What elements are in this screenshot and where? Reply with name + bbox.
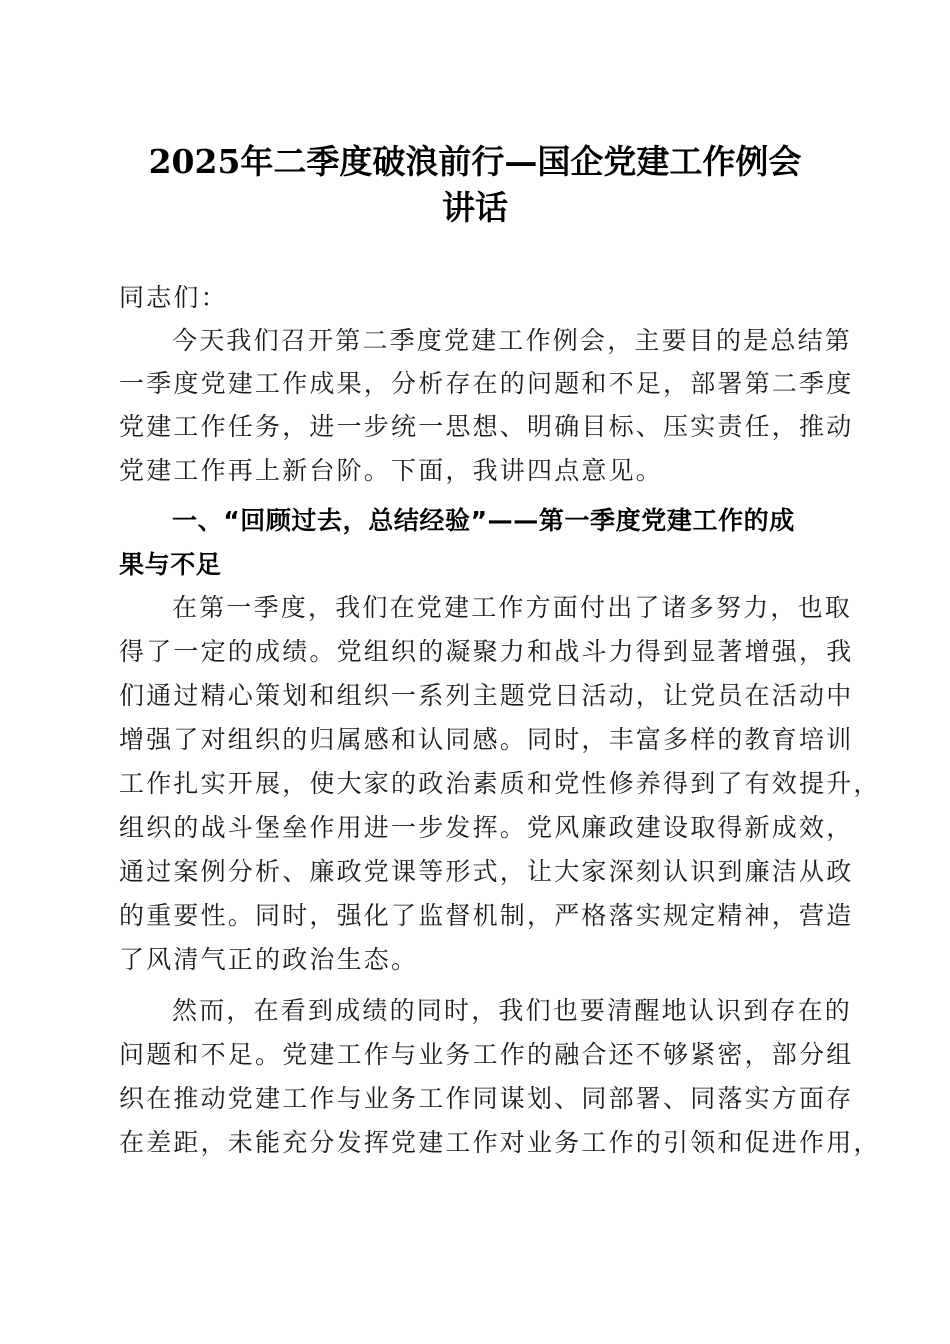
- paragraph-2-line-7: 通过案例分析、廉政党课等形式，让大家深刻认识到廉洁从政: [119, 857, 854, 886]
- paragraph-1-line-1: 今天我们召开第二季度党建工作例会，主要目的是总结第: [172, 326, 853, 355]
- paragraph-1-line-3: 党建工作任务，进一步统一思想、明确目标、压实责任，推动: [119, 412, 854, 441]
- paragraph-2-line-4: 增强了对组织的归属感和认同感。同时，丰富多样的教育培训: [119, 725, 854, 754]
- section-heading-1-line-1: 一、“回顾过去，总结经验”——第一季度党建工作的成: [172, 506, 795, 535]
- paragraph-2-line-8: 的重要性。同时，强化了监督机制，严格落实规定精神，营造: [119, 901, 854, 930]
- paragraph-2-line-9: 了风清气正的政治生态。: [119, 945, 419, 974]
- paragraph-2-line-5: 工作扎实开展，使大家的政治素质和党性修养得到了有效提升，: [119, 769, 881, 798]
- section-heading-1-line-2: 果与不足: [119, 550, 222, 579]
- paragraph-1-line-2: 一季度党建工作成果，分析存在的问题和不足，部署第二季度: [119, 369, 854, 398]
- document-title-line-1: 2025年二季度破浪前行—国企党建工作例会: [148, 142, 802, 181]
- paragraph-2-line-1: 在第一季度，我们在党建工作方面付出了诸多努力，也取: [172, 593, 853, 622]
- salutation: 同志们：: [119, 283, 228, 312]
- paragraph-2-line-2: 得了一定的成绩。党组织的凝聚力和战斗力得到显著增强，我: [119, 637, 854, 666]
- paragraph-2-line-6: 组织的战斗堡垒作用进一步发挥。党风廉政建设取得新成效，: [119, 813, 854, 842]
- paragraph-3-line-2: 问题和不足。党建工作与业务工作的融合还不够紧密，部分组: [119, 1040, 854, 1069]
- paragraph-2-line-3: 们通过精心策划和组织一系列主题党日活动，让党员在活动中: [119, 681, 854, 710]
- paragraph-3-line-1: 然而，在看到成绩的同时，我们也要清醒地认识到存在的: [172, 996, 853, 1025]
- document-title-line-2: 讲话: [442, 188, 508, 227]
- paragraph-3-line-4: 在差距，未能充分发挥党建工作对业务工作的引领和促进作用，: [119, 1128, 881, 1157]
- paragraph-1-line-4: 党建工作再上新台阶。下面，我讲四点意见。: [119, 456, 664, 485]
- paragraph-3-line-3: 织在推动党建工作与业务工作同谋划、同部署、同落实方面存: [119, 1084, 854, 1113]
